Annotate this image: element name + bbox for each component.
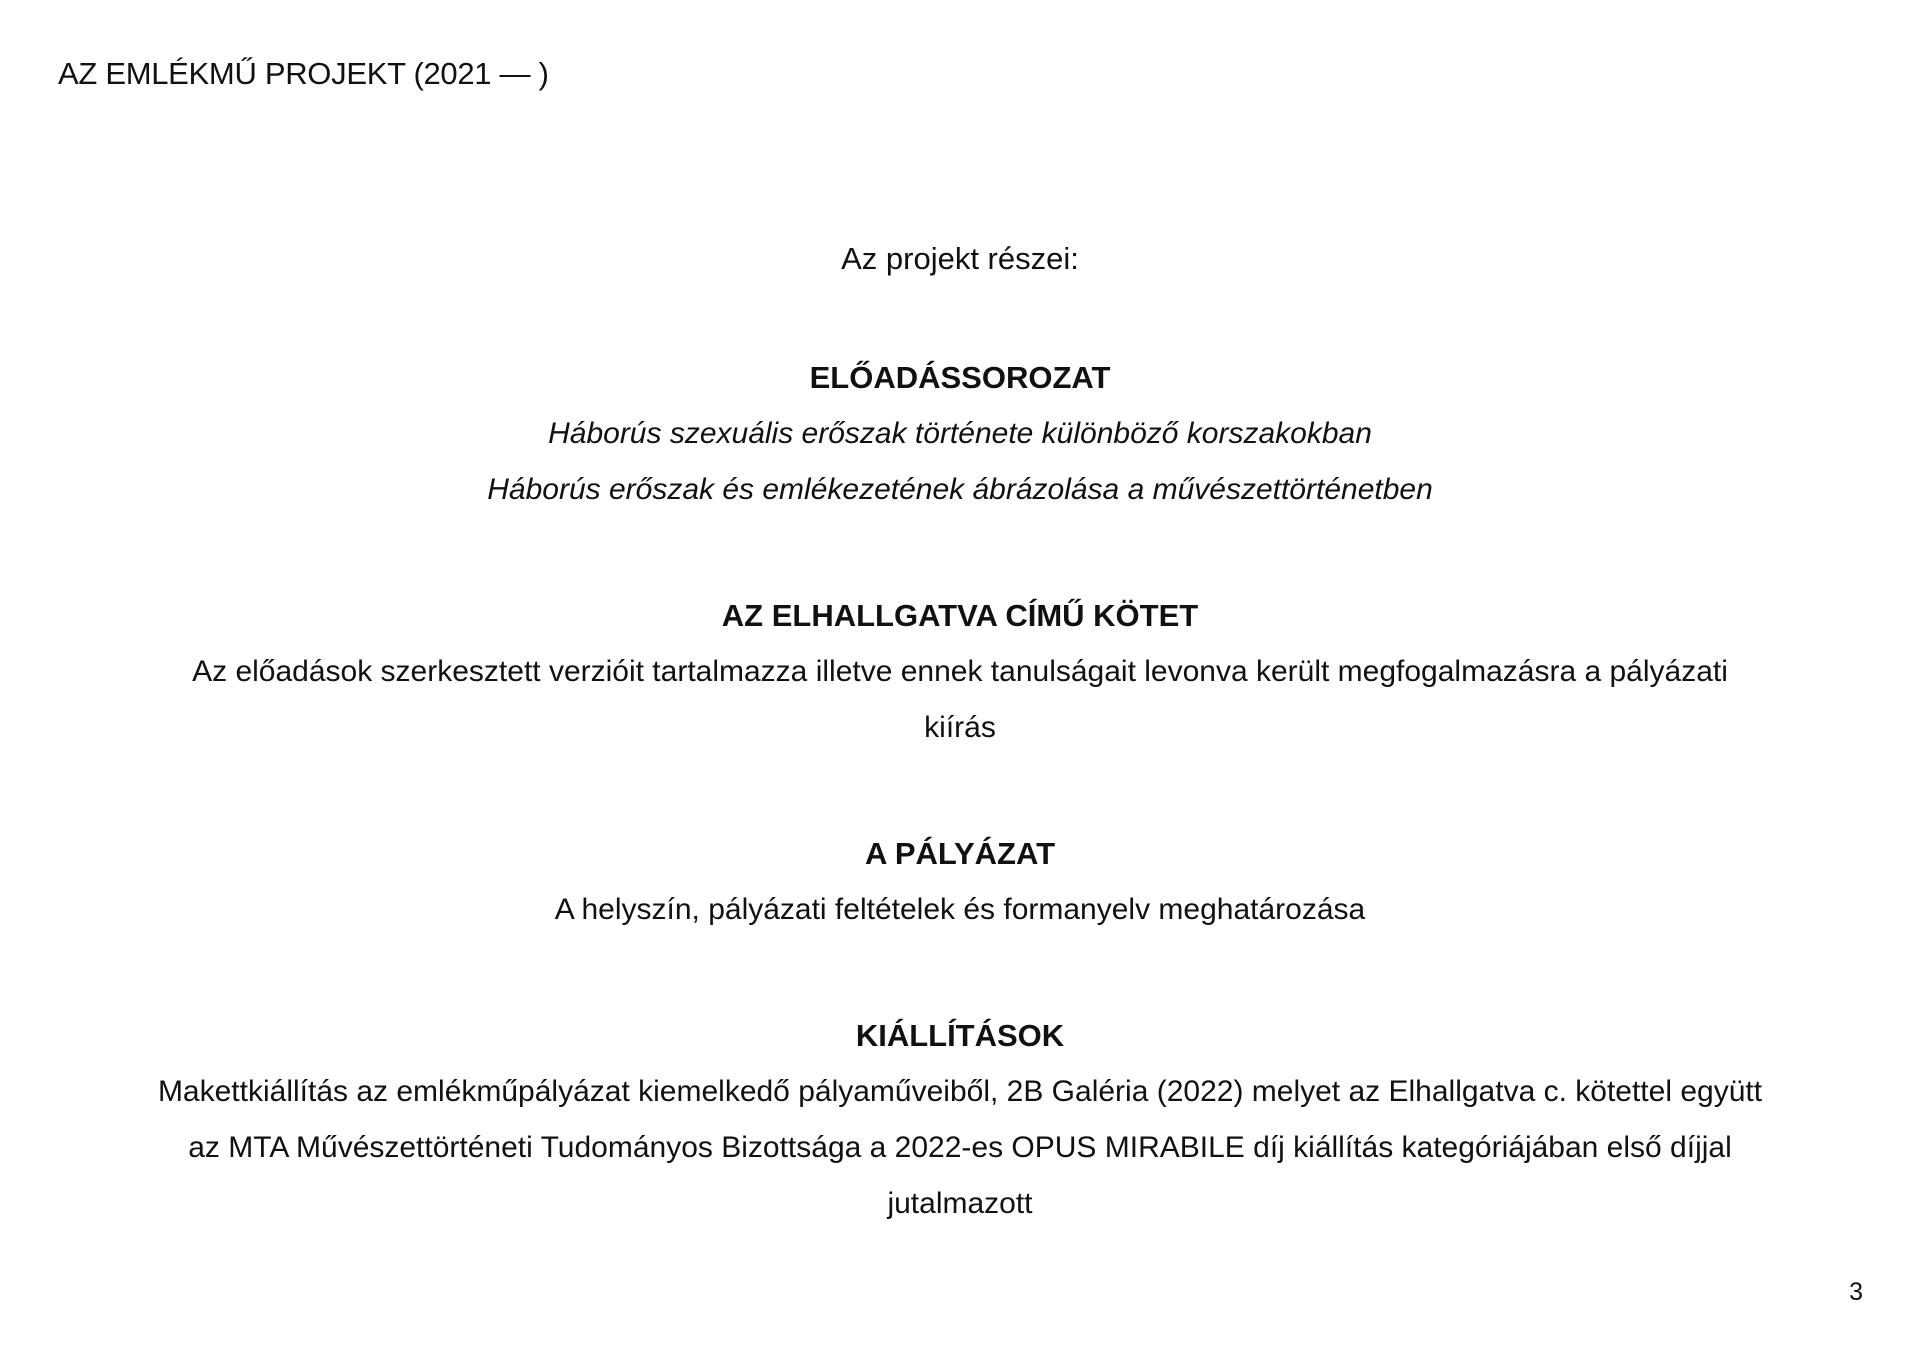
section-description: A helyszín, pályázati feltételek és formanyelv meghatározása: [554, 893, 1366, 926]
section-competition: [100, 826, 1820, 938]
section-title: ELŐADÁSSOROZAT: [809, 360, 1111, 395]
page-number: 3: [1849, 1278, 1863, 1306]
lecture-title-2: Háborús erőszak és emlékezetének ábrázolása a művészettörténetben: [487, 473, 1433, 506]
intro-text: Az projekt részei:: [841, 241, 1079, 276]
document-header-title: AZ EMLÉKMŰ PROJEKT (2021 — ): [58, 56, 549, 91]
section-book: [100, 588, 1820, 756]
section-lecture-series: [100, 350, 1820, 518]
section-title: AZ ELHALLGATVA CÍMŰ KÖTET: [721, 598, 1199, 633]
section-title: KIÁLLÍTÁSOK: [855, 1018, 1065, 1053]
section-exhibitions: [100, 1008, 1820, 1232]
main-content: [100, 237, 1820, 1232]
section-description: Az előadások szerkesztett verzióit tartalmazza illetve ennek tanulságait levonva került megfogalmazásra a pályázati kiírás: [192, 655, 1728, 744]
section-title: A PÁLYÁZAT: [864, 836, 1056, 871]
section-description: Makettkiállítás az emlékműpályázat kiemelkedő pályaműveiből, 2B Galéria (2022) melyet az Elhallgatva c. kötettel együtt az MTA Művészettörténeti Tudományos Bizottsága a 2022-es OPUS MIRABILE díj kiállítás kategóriájában első díjjal jutalmazott: [157, 1075, 1763, 1220]
lecture-title-1: Háborús szexuális erőszak története különböző korszakokban: [548, 417, 1372, 450]
